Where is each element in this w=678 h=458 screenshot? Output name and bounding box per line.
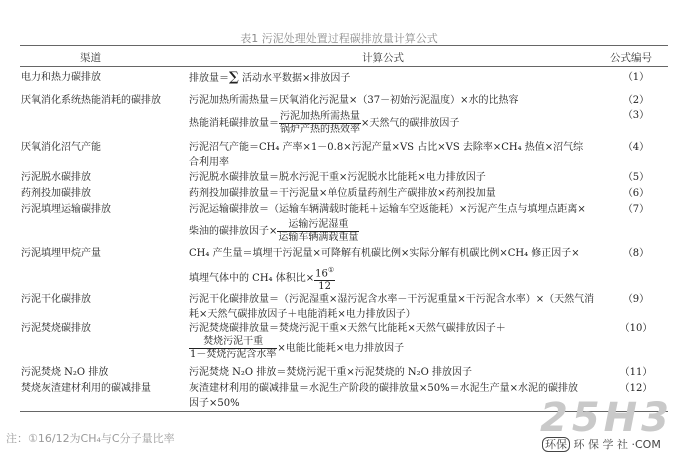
- channel-cell: 污泥填埋甲烷产量: [21, 248, 101, 259]
- channel-cell: 厌氧消化系统热能消耗的碳排放: [21, 95, 161, 106]
- watermark-mark: 25H3: [540, 395, 673, 441]
- formula-cell: [189, 140, 609, 170]
- formula-cell: [189, 70, 609, 86]
- formula-cell: [189, 246, 609, 293]
- formula-number: （8）: [622, 248, 650, 259]
- formula-text: 热能消耗碳排放量＝: [189, 118, 279, 129]
- formula-cell: 污泥脱水碳排放量＝脱水污泥干重×污泥脱水比能耗×电力排放因子: [189, 172, 486, 183]
- header-channel: 渠道: [80, 52, 101, 64]
- channel-cell: 污泥填埋运输碳排放: [21, 204, 111, 215]
- fraction: [279, 111, 361, 136]
- formula-line: 因子×50%: [189, 398, 240, 409]
- header-rule: [20, 66, 668, 67]
- channel-cell: 污泥焚烧 N₂O 排放: [21, 367, 109, 378]
- fraction-denominator: 1－焚烧污泥含水率: [190, 349, 277, 360]
- channel-cell: 污泥脱水碳排放: [21, 172, 91, 183]
- header-number: 公式编号: [610, 52, 652, 64]
- formula-line: 污泥干化碳排放量＝（污泥湿重×湿污泥含水率－干污泥重量×干污泥含水率）×（天然气消: [189, 294, 595, 305]
- formula-cell: 药剂投加碳排放量＝干污泥量×单位质量药剂生产碳排放×药剂投加量: [189, 188, 496, 199]
- formula-cell: [189, 321, 609, 361]
- formula-text: ×天然气的碳排放因子: [361, 118, 460, 129]
- formula-text: 排放量＝: [189, 73, 229, 84]
- note-marker: ①: [327, 266, 335, 274]
- formula-cell: [189, 292, 609, 322]
- fraction-numerator: 焚烧污泥干重: [189, 336, 277, 349]
- formula-line: 耗×天然气碳排放因子＋电能消耗×电力排放因子）: [189, 309, 416, 320]
- formula-number: （9）: [622, 294, 650, 305]
- fraction-numerator: 16: [315, 268, 328, 280]
- fraction: [277, 219, 359, 244]
- header-formula: 计算公式: [362, 52, 404, 64]
- channel-cell: 药剂投加碳排放: [21, 188, 91, 199]
- fraction-numerator: 运输污泥湿重: [277, 219, 359, 232]
- top-rule: [20, 45, 668, 46]
- formula-text: 活动水平数据×排放因子: [241, 73, 351, 84]
- formula-line: CH₄ 产生量＝填埋干污泥量×可降解有机碳比例×实际分解有机碳比例×CH₄ 修正因子×: [189, 248, 580, 259]
- fraction: [189, 336, 277, 361]
- fraction-denominator: 运输车辆满载重量: [278, 232, 359, 243]
- watermark-logo: [540, 395, 674, 453]
- channel-cell: 污泥焚烧碳排放: [21, 323, 91, 334]
- channel-cell: 污泥干化碳排放: [21, 294, 91, 305]
- watermark-badge: 环保: [542, 437, 570, 452]
- channel-cell: 电力和热力碳排放: [21, 72, 101, 83]
- formula-number: （1）: [622, 72, 650, 83]
- formula-line: 污泥运输碳排放＝（运输车辆满载时能耗＋运输车空返能耗）×污泥产生点与填埋点距离×: [189, 204, 586, 215]
- formula-line: 污泥焚烧碳排放量＝焚烧污泥干重×天然气比能耗×天然气碳排放因子＋: [189, 323, 506, 334]
- channel-cell: 焚烧灰渣建材利用的碳减排量: [21, 383, 151, 394]
- fraction: [314, 264, 335, 293]
- formula-cell: [189, 111, 609, 136]
- formula-number: （7）: [622, 204, 650, 215]
- formula-number: （10）: [619, 323, 653, 334]
- formula-number: （2）: [622, 95, 650, 106]
- formula-number: （5）: [622, 172, 650, 183]
- formula-cell: 污泥焚烧 N₂O 排放＝焚烧污泥干重×污泥焚烧的 N₂O 排放因子: [189, 367, 473, 378]
- fraction-denominator: 锅炉产热的热效率: [280, 124, 360, 135]
- formula-text: 柴油的碳排放因子×: [189, 226, 278, 237]
- fraction-numerator: 污泥加热所需热量: [280, 111, 360, 122]
- formula-number: （11）: [619, 367, 653, 378]
- table-title: 表1 污泥处理处置过程碳排放量计算公式: [240, 32, 438, 45]
- formula-line: 合利用率: [189, 157, 229, 168]
- formula-cell: [189, 202, 609, 244]
- fraction-denominator: 12: [318, 281, 331, 293]
- table-note: 注：①16/12为CH₄与C分子量比率: [6, 432, 175, 445]
- watermark-text: [542, 436, 661, 452]
- channel-cell: 厌氧消化沼气产能: [21, 142, 101, 153]
- formula-line: 灰渣建材利用的碳减排量＝水泥生产阶段的碳排放量×50%＝水泥生产量×水泥的碳排放: [189, 383, 578, 394]
- formula-line: 污泥沼气产能＝CH₄ 产率×1－0.8×污泥产量×VS 占比×VS 去除率×CH₄ 热值×沼气综: [189, 142, 584, 153]
- sum-symbol: ∑: [229, 70, 239, 85]
- formula-number: （6）: [622, 188, 650, 199]
- formula-text: ×电能比能耗×电力排放因子: [277, 343, 405, 354]
- formula-number: （4）: [622, 142, 650, 153]
- formula-text: 填埋气体中的 CH₄ 体积比×: [189, 273, 315, 285]
- formula-number: （12）: [619, 383, 653, 394]
- watermark-site: 环 保 学 社 ·COM: [570, 438, 661, 451]
- formula-cell: 污泥加热所需热量＝厌氧消化污泥量×（37－初始污泥温度）×水的比热容: [189, 95, 519, 106]
- formula-number: （3）: [622, 110, 650, 121]
